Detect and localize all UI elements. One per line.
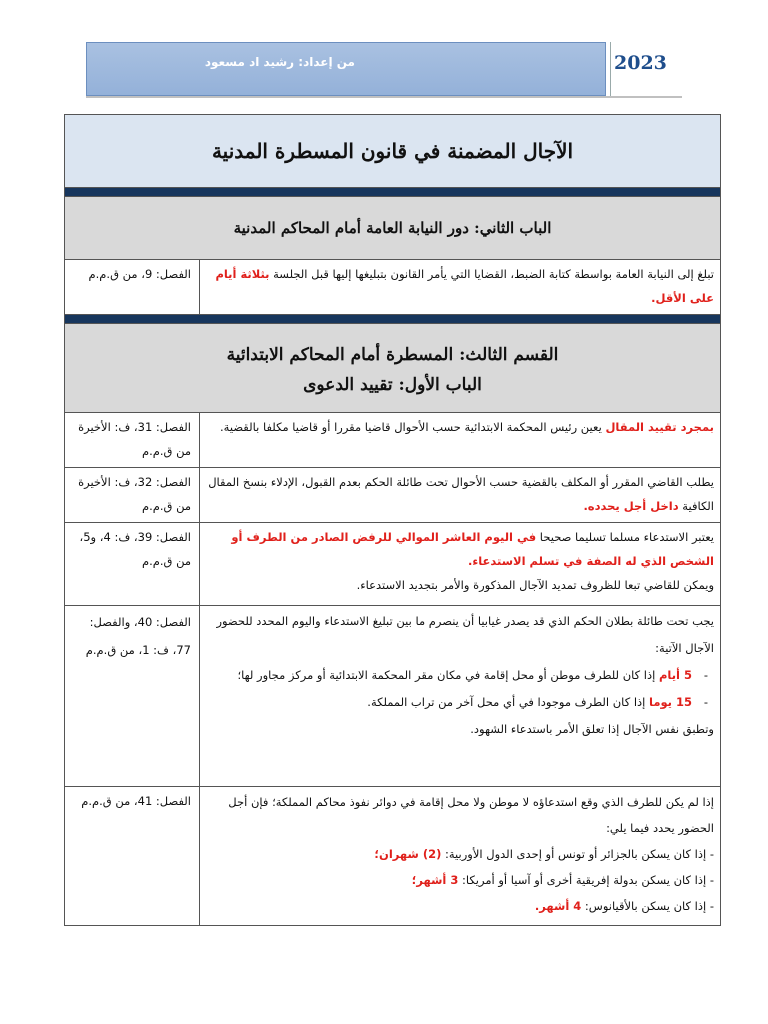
rule-text-plain: وتطبق نفس الآجال إذا تعلق الأمر باستدعاء الشهود. <box>470 722 714 736</box>
rule-text-highlight: 15 يوما <box>649 695 692 709</box>
rule-text-plain: إذا كان الطرف موجودا في أي محل آخر من تراب المملكة. <box>367 695 649 709</box>
section-heading: الباب الثاني: دور النيابة العامة أمام المحاكم المدنية <box>65 197 721 260</box>
rule-text-plain: - إذا كان يسكن بالجزائر أو تونس أو إحدى الدول الأوربية: <box>441 847 714 861</box>
rule-text-plain: يعين رئيس المحكمة الابتدائية حسب الأحوال قاضيا مقررا أو قاضيا مكلفا بالقضية. <box>220 420 606 434</box>
deadlines-table <box>64 114 721 926</box>
rule-text-plain: يعتبر الاستدعاء مسلما تسليما صحيحا <box>536 530 714 544</box>
header-divider-line <box>610 42 611 96</box>
table-row <box>65 468 721 523</box>
list-item <box>206 662 714 689</box>
page-header <box>86 42 682 98</box>
table-row <box>65 260 721 315</box>
section-heading-line2: الباب الأول: تقييد الدعوى <box>303 375 482 395</box>
rule-text <box>200 468 721 523</box>
list-item <box>206 867 714 893</box>
article-reference: الفصل: 40، والفصل: 77، ف: 1، من ق.م.م <box>65 606 200 787</box>
rule-text-plain: يطلب القاضي المقرر أو المكلف بالقضية حسب الأحوال تحت طائلة الحكم بعدم القبول، الإدلاء بنسخ المقال الكافية <box>208 475 714 513</box>
list-item <box>206 841 714 867</box>
table-row <box>65 523 721 606</box>
rule-text-highlight: بمجرد تقييد المقال <box>605 420 714 434</box>
rule-text-highlight: (2) شهران؛ <box>374 847 442 861</box>
list-item <box>206 893 714 919</box>
document-title: الآجال المضمنة في قانون المسطرة المدنية <box>65 115 721 188</box>
article-reference: الفصل: 39، ف: 4، و5، من ق.م.م <box>65 523 200 606</box>
rule-text-plain: تبلغ إلى النيابة العامة بواسطة كتابة الضبط، القضايا التي يأمر القانون بتبليغها إليها قبل الجلسة <box>269 267 714 281</box>
rule-text-highlight: 4 أشهر. <box>534 899 582 913</box>
author-banner <box>86 42 606 96</box>
rule-text-highlight: 5 أيام <box>658 668 692 682</box>
table-row <box>65 606 721 787</box>
rule-text-plain: يجب تحت طائلة بطلان الحكم الذي قد يصدر غيابيا أن ينصرم ما بين تبليغ الاستدعاء واليوم المحدد للحضور الآجال الآتية: <box>216 614 714 655</box>
rule-text-plain: إذا لم يكن للطرف الذي وقع استدعاؤه لا موطن ولا محل إقامة في دوائر نفوذ محاكم المملكة؛ فإن أجل الحضور يحدد فيما يلي: <box>228 795 714 835</box>
rule-text-plain: - إذا كان يسكن بدولة إفريقية أخرى أو آسيا أو أمريكا: <box>458 873 714 887</box>
navy-divider <box>65 188 721 197</box>
year-label: 2023 <box>614 52 667 74</box>
navy-divider <box>65 315 721 324</box>
rule-text <box>200 787 721 926</box>
rule-text-highlight: في اليوم العاشر الموالي للرفض الصادر من الطرف أو الشخص الذي له الصفة في تسلم الاستدعاء. <box>231 530 714 568</box>
author-label: من إعداد: رشيد اد مسعود <box>204 55 355 69</box>
rule-text-highlight: بثلاثة أيام على الأقل. <box>215 267 714 305</box>
list-item <box>206 689 714 716</box>
rule-text-highlight: 3 أشهر؛ <box>411 873 459 887</box>
rule-text-plain: - إذا كان يسكن بالأقيانوس: <box>581 899 714 913</box>
rule-text <box>200 606 721 787</box>
table-row <box>65 413 721 468</box>
article-reference: الفصل: 32، ف: الأخيرة من ق.م.م <box>65 468 200 523</box>
rule-text <box>200 260 721 315</box>
table-row <box>65 787 721 926</box>
article-reference: الفصل: 41، من ق.م.م <box>65 787 200 926</box>
rule-text <box>200 413 721 468</box>
article-reference: الفصل: 31، ف: الأخيرة من ق.م.م <box>65 413 200 468</box>
rule-text-highlight: داخل أجل يحدده. <box>583 499 679 513</box>
rule-text <box>200 523 721 606</box>
section-heading-line1: القسم الثالث: المسطرة أمام المحاكم الابتدائية <box>226 345 559 365</box>
article-reference: الفصل: 9، من ق.م.م <box>65 260 200 315</box>
header-underline <box>86 96 682 98</box>
rule-text-plain: ويمكن للقاضي تبعا للظروف تمديد الآجال المذكورة والأمر بتجديد الاستدعاء. <box>356 578 714 592</box>
section-heading <box>65 324 721 413</box>
rule-text-plain: إذا كان للطرف موطن أو محل إقامة في مكان مقر المحكمة الابتدائية أو مركز مجاور لها؛ <box>237 668 659 682</box>
